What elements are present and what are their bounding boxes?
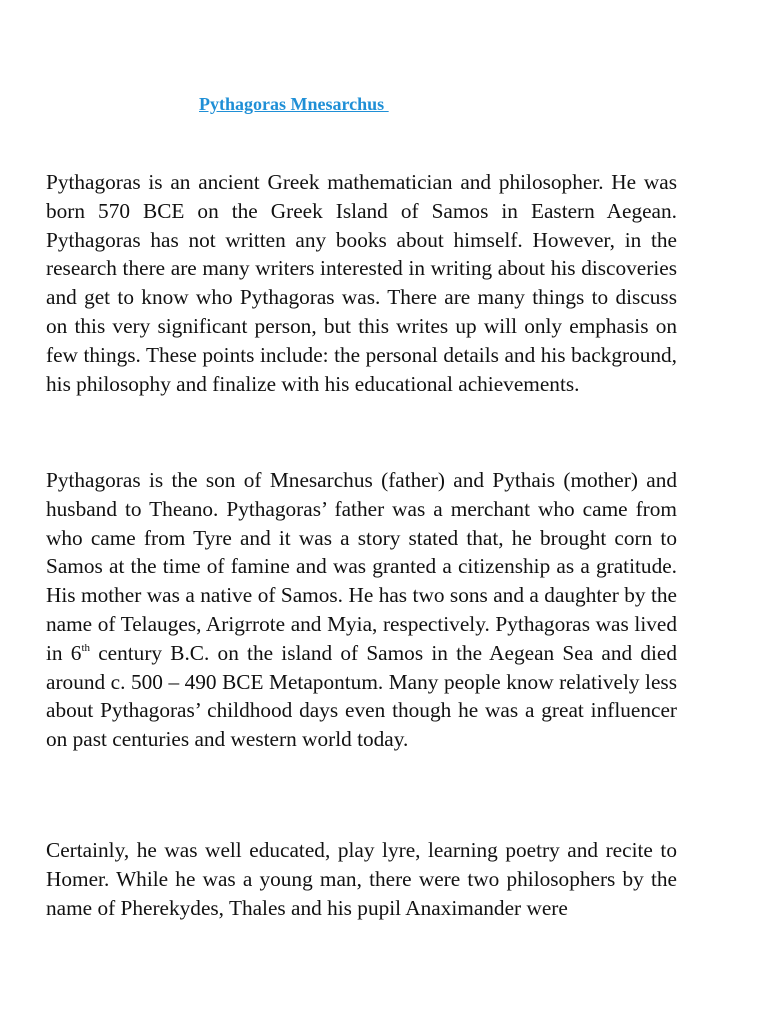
paragraph-introduction: Pythagoras is an ancient Greek mathematician and philosopher. He was born 570 BCE on the Greek Island of Samos in Eastern Aegean. Pythagoras has not written any books about himself. However, in the research there are many writers interested in writing about his discoveries and get to know who Pythagoras was. There are many things to discuss on this very significant person, but this writes up will only emphasis on few things. These points include: the personal details and his background, his philosophy and finalize with his educational achievements. xyxy=(46,170,677,396)
paragraph-background xyxy=(46,466,677,754)
paragraph-background-part2: century B.C. on the island of Samos in the Aegean Sea and died around c. 500 – 490 BCE Metapontum. Many people know relatively less about Pythagoras’ childhood days even though he was a great influencer on past centuries and western world today. xyxy=(46,640,678,752)
paragraph-background-part1: Pythagoras is the son of Mnesarchus (father) and Pythais (mother) and husband to Theano. Pythagoras’ father was a merchant who came from who came from Tyre and it was a story stated that, he brought corn to Samos at the time of famine and was granted a citizenship as a gratitude. His mother was a native of Samos. He has two sons and a daughter by the name of Telauges, Arigrrote and Myia, respectively. Pythagoras was lived in 6 xyxy=(46,468,677,665)
document-title: Pythagoras Mnesarchus xyxy=(199,94,389,114)
paragraph-education: Certainly, he was well educated, play lyre, learning poetry and recite to Homer. While he was a young man, there were two philosophers by the name of Pherekydes, Thales and his pupil Anaximander were xyxy=(46,838,677,920)
ordinal-superscript: th xyxy=(81,641,90,654)
